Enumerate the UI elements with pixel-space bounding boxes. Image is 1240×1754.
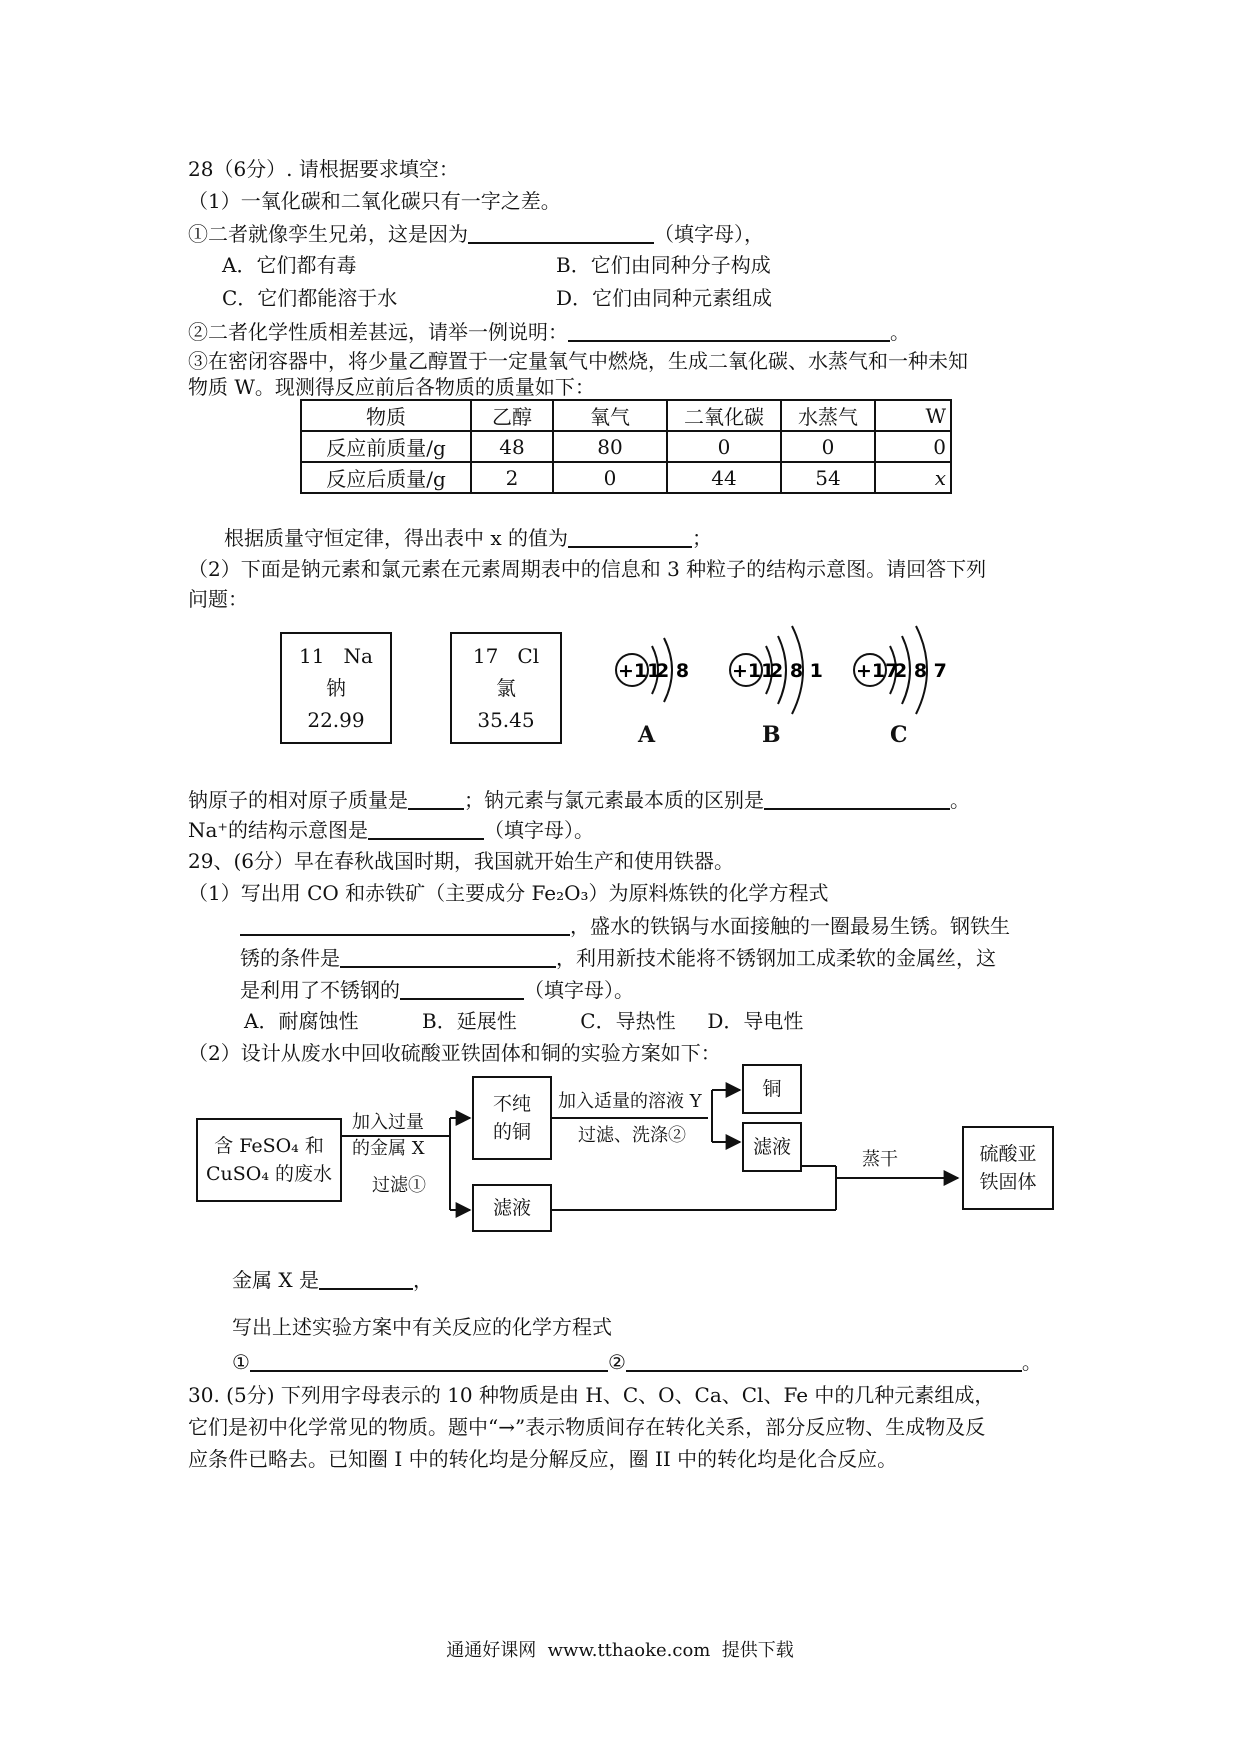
nucleus-charge: +11 <box>732 660 775 682</box>
product-line1: 硫酸亚 <box>979 1143 1037 1165</box>
table-cell: 80 <box>553 431 667 462</box>
impure-line1: 不纯 <box>492 1093 531 1115</box>
answer-blank[interactable] <box>319 1266 413 1290</box>
table-header-cell: 二氧化碳 <box>667 400 781 431</box>
nucleus-charge: +11 <box>618 660 661 682</box>
add-solution-y-label: 加入适量的溶液 Y <box>558 1091 702 1112</box>
q28-part2-line1: （2）下面是钠元素和氯元素在元素周期表中的信息和 3 种粒子的结构示意图。请回答下列 <box>188 557 987 581</box>
q29-line4-text-a: 是利用了不锈钢的 <box>240 978 400 1002</box>
answer-blank[interactable] <box>250 1348 608 1372</box>
q29-metal-x-text: 金属 X 是 <box>232 1268 319 1292</box>
q28-na-ion-end: （填字母）。 <box>483 818 594 842</box>
q28-item1-end: （填字母）， <box>654 222 764 246</box>
atom-label-b: B <box>762 722 781 748</box>
q28-law-end: ； <box>692 526 712 550</box>
table-cell: 54 <box>781 462 875 493</box>
q29-title: 29、(6分）早在春秋战国时期，我国就开始生产和使用铁器。 <box>188 849 734 873</box>
table-cell: 0 <box>781 431 875 462</box>
q29-part2: （2）设计从废水中回收硫酸亚铁固体和铜的实验方案如下： <box>188 1041 721 1065</box>
add-metal-x-label <box>352 1110 425 1162</box>
table-cell: 48 <box>471 431 553 462</box>
electron-shells: 2 8 7 <box>894 660 947 682</box>
filtrate-box-upper <box>742 1122 802 1172</box>
q29-line2-text: ，盛水的铁锅与水面接触的一圈最易生锈。钢铁生 <box>570 914 1010 938</box>
atom-label-a: A <box>638 722 656 748</box>
q29-metal-x-end: ， <box>412 1268 433 1292</box>
q30-line3: 应条件已略去。已知圈 I 中的转化均是分解反应，圈 II 中的转化均是化合反应。 <box>188 1447 898 1471</box>
q28-difference-end: 。 <box>950 788 970 812</box>
table-header-cell: 物质 <box>301 400 471 431</box>
impure-copper-box <box>472 1076 552 1160</box>
table-cell: 2 <box>471 462 553 493</box>
q28-part1: （1）一氧化碳和二氧化碳只有一字之差。 <box>188 189 561 213</box>
q28-na-ion-text: Na⁺的结构示意图是 <box>188 818 368 842</box>
add-metal-x-line2: 的金属 X <box>352 1138 425 1159</box>
q28-item2-end: 。 <box>890 320 910 344</box>
filtrate-box-lower <box>472 1184 552 1232</box>
table-cell: 0 <box>667 431 781 462</box>
chlorine-mass: 35.45 <box>477 708 535 732</box>
q28-item1-text: ①二者就像孪生兄弟，这是因为 <box>188 222 468 246</box>
q28-item3-line2: 物质 W。现测得反应前后各物质的质量如下： <box>188 375 595 399</box>
q28-option-c: C．它们都能溶于水 <box>222 286 398 310</box>
q29-line3-text-b: ，利用新技术能将不锈钢加工成柔软的金属丝，这 <box>556 946 996 970</box>
q30-line1: 30. (5分) 下列用字母表示的 10 种物质是由 H、C、O、Ca、Cl、Fe 中的几种元素组成， <box>188 1383 995 1407</box>
filter2-label: 过滤、洗涤② <box>578 1125 686 1146</box>
table-cell: 反应后质量/g <box>301 462 471 493</box>
eq2-marker: ② <box>607 1350 626 1374</box>
waste-water-box <box>196 1118 342 1202</box>
eq1-marker: ① <box>232 1350 250 1374</box>
filter1-label: 过滤① <box>372 1175 426 1196</box>
add-metal-x-line1: 加入过量 <box>352 1112 424 1133</box>
atom-label-c: C <box>890 722 908 748</box>
impure-line2: 的铜 <box>492 1121 531 1143</box>
q29-options: A．耐腐蚀性 B．延展性 C．导热性 D．导电性 <box>244 1009 804 1033</box>
table-cell: x <box>875 462 951 493</box>
q28-item2-text: ②二者化学性质相差甚远，请举一例说明： <box>188 320 568 344</box>
q28-title: 28（6分）. 请根据要求填空： <box>188 157 459 181</box>
copper-label: 铜 <box>762 1078 782 1100</box>
waste-line1: 含 FeSO₄ 和 <box>214 1135 324 1157</box>
sodium-name: 钠 <box>326 676 346 700</box>
q30-line2: 它们是初中化学常见的物质。题中“→”表示物质间存在转化关系，部分反应物、生成物及反 <box>188 1415 986 1439</box>
table-cell: 44 <box>667 462 781 493</box>
sodium-symbol: 11 Na <box>299 644 373 668</box>
filtrate-label: 滤液 <box>752 1136 791 1158</box>
filtrate-label: 滤液 <box>492 1197 531 1219</box>
waste-line2: CuSO₄ 的废水 <box>205 1163 333 1185</box>
product-line2: 铁固体 <box>979 1171 1037 1193</box>
copper-box <box>742 1064 802 1114</box>
q28-part2-line2: 问题： <box>188 587 248 611</box>
q29-line3-text-a: 锈的条件是 <box>240 946 340 970</box>
q28-law-text: 根据质量守恒定律，得出表中 x 的值为 <box>224 526 568 550</box>
electron-shells: 2 8 <box>656 660 690 682</box>
table-header-cell: 水蒸气 <box>781 400 875 431</box>
q28-option-b: B．它们由同种分子构成 <box>556 253 771 277</box>
q28-difference-text: ；钠元素与氯元素最本质的区别是 <box>464 788 764 812</box>
table-cell: 0 <box>875 431 951 462</box>
q28-item3-line1: ③在密闭容器中，将少量乙醇置于一定量氧气中燃烧，生成二氧化碳、水蒸气和一种未知 <box>188 349 968 373</box>
table-header-cell: 乙醇 <box>471 400 553 431</box>
table-cell: 0 <box>553 462 667 493</box>
q28-sodium-text: 钠原子的相对原子质量是 <box>188 788 408 812</box>
nucleus-charge: +17 <box>856 660 899 682</box>
product-box <box>962 1126 1054 1210</box>
q29-part1: （1）写出用 CO 和赤铁矿（主要成分 Fe₂O₃）为原料炼铁的化学方程式 <box>188 881 829 905</box>
table-cell: 反应前质量/g <box>301 431 471 462</box>
evaporate-label: 蒸干 <box>862 1149 898 1170</box>
q28-option-a: A．它们都有毒 <box>222 253 357 277</box>
table-header-cell: 氧气 <box>553 400 667 431</box>
chlorine-name: 氯 <box>496 676 516 700</box>
q29-write-equations: 写出上述实验方案中有关反应的化学方程式 <box>232 1315 612 1339</box>
q28-option-d: D．它们由同种元素组成 <box>556 286 773 310</box>
electron-shells: 2 8 1 <box>770 660 823 682</box>
q29-line4-text-b: （填字母）。 <box>524 978 634 1002</box>
q29-equations <box>232 1348 1042 1375</box>
chlorine-symbol: 17 Cl <box>472 644 540 668</box>
sodium-mass: 22.99 <box>307 708 365 732</box>
footer: 通通好课网 www.tthaoke.com 提供下载 <box>446 1640 794 1661</box>
answer-blank[interactable] <box>626 1348 1022 1372</box>
q29-metal-x <box>232 1266 433 1293</box>
eq-end: 。 <box>1021 1350 1042 1374</box>
table-header-cell: W <box>875 400 951 431</box>
